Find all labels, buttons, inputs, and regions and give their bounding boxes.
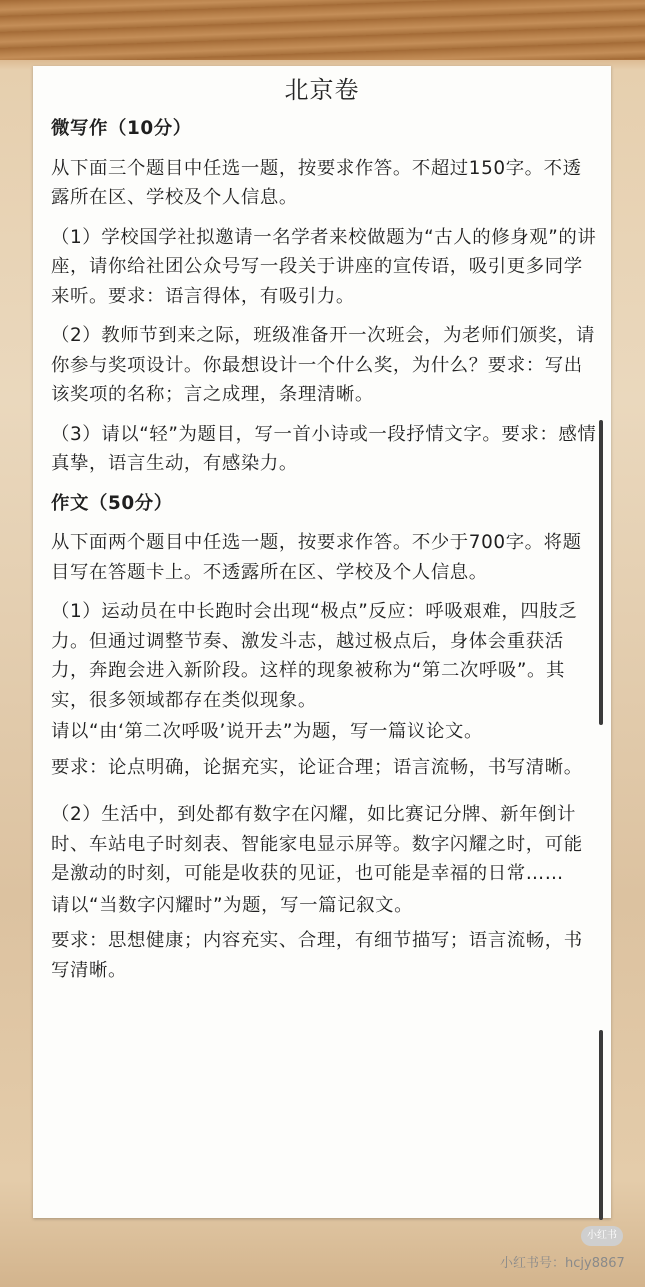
scrollbar-lower[interactable]: [599, 1030, 603, 1220]
essay-item-1-requirements: 要求：论点明确，论据充实，论证合理；语言流畅，书写清晰。: [51, 756, 583, 778]
page-title: 北京卷: [284, 76, 360, 104]
essay-item-2-task: 请以“当数字闪耀时”为题，写一篇记叙文。: [51, 894, 414, 916]
essay-item-1-prompt: （1）运动员在中长跑时会出现“极点”反应：呼吸艰难，四肢乏力。但通过调整节奏、激发斗志，越过极点后，身体会重获活力，奔跑会进入新阶段。这样的现象被称为“第二次呼吸”。其实，很多领域都存在类似现象。: [51, 601, 578, 711]
essay-item-2-prompt: （2）生活中，到处都有数字在闪耀，如比赛记分牌、新年倒计时、车站电子时刻表、智能家电显示屏等。数字闪耀之时，可能是激动的时刻，可能是收获的见证，也可能是幸福的日常……: [51, 804, 583, 884]
micro-writing-heading: 微写作（10分）: [51, 118, 192, 139]
exam-paper: [33, 66, 611, 1218]
essay-instructions: 从下面两个题目中任选一题，按要求作答。不少于700字。将题目写在答题卡上。不透露所在区、学校及个人信息。: [51, 532, 582, 583]
scrollbar-upper[interactable]: [599, 420, 603, 725]
essay-item-1-task: 请以“由‘第二次呼吸’说开去”为题，写一篇议论文。: [51, 721, 483, 742]
essay-heading: 作文（50分）: [51, 492, 173, 514]
micro-writing-instructions: 从下面三个题目中任选一题，按要求作答。不超过150字。不透露所在区、学校及个人信息。: [51, 157, 582, 208]
paper-content: [51, 114, 599, 995]
micro-writing-item-2: （2）教师节到来之际，班级准备开一次班会，为老师们颁奖，请你参与奖项设计。你最想设计一个什么奖，为什么？要求：写出该奖项的名称；言之成理，条理清晰。: [51, 325, 596, 405]
watermark-account-id: 小红书号：hcjy8867: [500, 1256, 625, 1271]
micro-writing-item-1: （1）学校国学社拟邀请一名学者来校做题为“古人的修身观”的讲座，请你给社团公众号写一段关于讲座的宣传语，吸引更多同学来听。要求：语言得体，有吸引力。: [51, 226, 597, 307]
xiaohongshu-logo: 小红书: [581, 1226, 623, 1246]
essay-item-2-requirements: 要求：思想健康；内容充实、合理，有细节描写；语言流畅，书写清晰。: [51, 930, 583, 981]
micro-writing-item-3: （3）请以“轻”为题目，写一首小诗或一段抒情文字。要求：感情真挚，语言生动，有感染力。: [51, 423, 597, 474]
wood-background: [0, 0, 645, 60]
